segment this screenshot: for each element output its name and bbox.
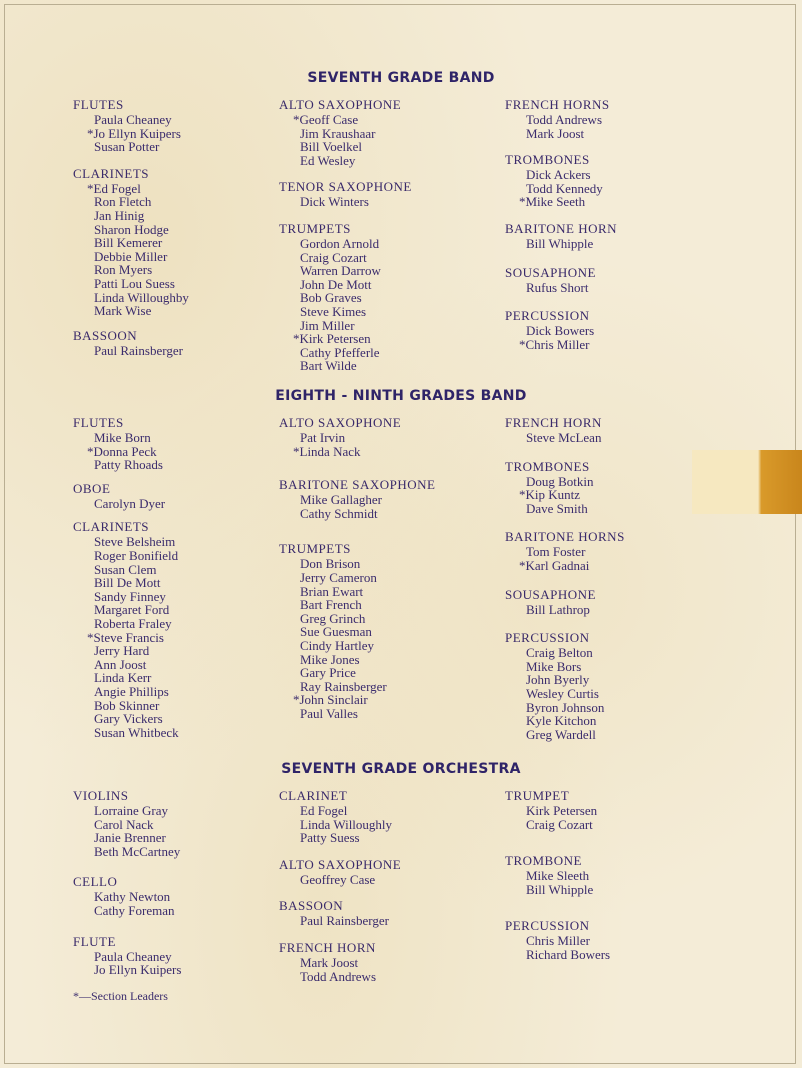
member-list: [505, 113, 695, 140]
column: [279, 415, 479, 733]
member-name: *Kirk Petersen: [293, 331, 371, 347]
instrument-group: [73, 328, 263, 358]
member-name: Jim Kraushaar: [300, 125, 376, 141]
instrument-group: [279, 857, 479, 887]
member-list: [279, 195, 479, 209]
instrument-heading: FRENCH HORN: [505, 415, 602, 430]
member-name: Sandy Finney: [94, 588, 166, 604]
member-name: Cindy Hartley: [300, 637, 375, 653]
instrument-heading: FRENCH HORNS: [505, 97, 610, 112]
member-list: [505, 804, 695, 831]
member-name: Cathy Schmidt: [300, 505, 378, 521]
member-name: *Kip Kuntz: [519, 487, 581, 503]
member-name: Jan Hinig: [94, 207, 145, 223]
member-name: *Ed Fogel: [87, 180, 141, 196]
member-name: Cathy Pfefferle: [300, 344, 380, 360]
member-list: [279, 804, 479, 845]
member-list: [505, 237, 695, 251]
instrument-heading: TRUMPETS: [279, 541, 351, 557]
member-name: Bill Kemerer: [94, 235, 163, 251]
member-name: Paul Rainsberger: [94, 342, 183, 358]
member-list: [279, 493, 479, 520]
member-name: Kyle Kitchon: [526, 713, 597, 729]
instrument-heading: BARITONE HORNS: [505, 529, 625, 545]
instrument-heading: BARITONE SAXOPHONE: [279, 477, 436, 493]
member-name: Bill Lathrop: [526, 601, 590, 617]
member-list: [505, 168, 695, 209]
member-list: [505, 324, 695, 351]
instrument-group: [505, 918, 695, 961]
section-title-seventh-grade-band: SEVENTH GRADE BAND: [307, 70, 495, 86]
member-name: Linda Willoughly: [300, 816, 393, 832]
member-name: Wesley Curtis: [526, 685, 599, 701]
instrument-group: [279, 541, 479, 720]
instrument-heading: OBOE: [73, 480, 111, 496]
member-name: Jerry Hard: [94, 643, 150, 659]
instrument-heading: TRUMPETS: [279, 220, 351, 236]
column: [73, 97, 263, 369]
member-name: Mike Bors: [526, 658, 582, 674]
member-name: Steve McLean: [526, 430, 602, 445]
member-name: *Donna Peck: [87, 443, 157, 459]
instrument-heading: CLARINET: [279, 788, 348, 803]
instrument-group: [279, 221, 479, 373]
instrument-group: [505, 265, 695, 295]
member-name: Roger Bonifield: [94, 547, 179, 563]
member-name: Sharon Hodge: [94, 221, 169, 237]
instrument-heading: CLARINETS: [73, 519, 149, 535]
member-name: Beth McCartney: [94, 843, 181, 859]
member-list: [505, 869, 695, 896]
footnote-section-leaders: *—Section Leaders: [73, 989, 168, 1003]
member-list: [505, 475, 695, 516]
member-name: Tom Foster: [526, 544, 586, 560]
member-name: *John Sinclair: [293, 692, 368, 708]
member-list: [73, 804, 263, 858]
member-name: Geoffrey Case: [300, 871, 376, 887]
member-name: Sue Guesman: [300, 624, 372, 640]
instrument-group: [505, 415, 695, 445]
instrument-heading: PERCUSSION: [505, 918, 590, 934]
member-name: Craig Cozart: [526, 816, 593, 832]
member-list: [279, 237, 479, 373]
instrument-group: [73, 481, 263, 511]
instrument-heading: BARITONE HORN: [505, 220, 618, 236]
instrument-group: [505, 630, 695, 741]
member-name: Patti Lou Suess: [94, 275, 175, 291]
member-list: [73, 497, 263, 511]
instrument-heading: BASSOON: [73, 327, 138, 343]
instrument-heading: VIOLINS: [73, 788, 129, 803]
member-name: Dick Bowers: [526, 323, 595, 339]
member-list: [73, 535, 263, 739]
member-name: Dick Ackers: [526, 167, 591, 183]
instrument-group: [279, 940, 479, 983]
member-name: Jo Ellyn Kuipers: [94, 962, 182, 978]
member-list: [505, 646, 695, 741]
member-name: *Geoff Case: [293, 112, 359, 127]
member-name: Paul Valles: [300, 705, 358, 721]
column: [73, 415, 263, 751]
column: [505, 415, 695, 753]
member-name: Roberta Fraley: [94, 615, 172, 631]
instrument-group: [505, 587, 695, 617]
column: [279, 788, 479, 995]
member-name: *Mike Seeth: [519, 194, 586, 210]
instrument-group: [73, 97, 263, 154]
member-name: John De Mott: [300, 276, 372, 292]
instrument-group: [505, 853, 695, 896]
member-name: Kathy Newton: [94, 889, 171, 905]
member-name: Mike Jones: [300, 651, 360, 667]
member-name: Paul Rainsberger: [300, 913, 389, 929]
member-list: [73, 950, 263, 977]
instrument-heading: TROMBONE: [505, 853, 582, 869]
member-name: Patty Suess: [300, 830, 360, 846]
member-name: Todd Andrews: [300, 968, 377, 984]
member-name: Greg Wardell: [526, 726, 596, 742]
instrument-heading: SOUSAPHONE: [505, 586, 596, 602]
member-name: Todd Kennedy: [526, 180, 603, 196]
instrument-group: [279, 97, 479, 167]
instrument-group: [73, 788, 263, 858]
member-name: Ann Joost: [94, 656, 147, 672]
instrument-group: [73, 166, 263, 318]
instrument-group: [505, 221, 695, 251]
member-name: Ray Rainsberger: [300, 678, 387, 694]
member-name: Jerry Cameron: [300, 569, 377, 585]
member-name: Gary Price: [300, 665, 356, 681]
instrument-heading: FLUTES: [73, 97, 124, 112]
instrument-group: [73, 519, 263, 739]
instrument-heading: CLARINETS: [73, 165, 149, 181]
member-name: Bart French: [300, 597, 362, 613]
member-name: Carolyn Dyer: [94, 495, 166, 511]
member-list: [505, 281, 695, 295]
member-list: [279, 557, 479, 720]
member-list: [73, 182, 263, 318]
instrument-heading: SOUSAPHONE: [505, 264, 596, 280]
member-name: Pat Irvin: [300, 430, 346, 445]
member-name: Warren Darrow: [300, 263, 381, 279]
member-name: Linda Willoughby: [94, 289, 189, 305]
member-name: Mark Joost: [300, 954, 359, 970]
member-list: [73, 890, 263, 917]
member-list: [73, 344, 263, 358]
member-name: Steve Belsheim: [94, 534, 176, 550]
section-title-eighth-ninth-grades-band: EIGHTH - NINTH GRADES BAND: [275, 388, 527, 404]
member-name: Susan Potter: [94, 139, 160, 155]
instrument-heading: PERCUSSION: [505, 308, 590, 324]
member-name: Todd Andrews: [526, 112, 603, 127]
member-name: Paula Cheaney: [94, 112, 172, 127]
member-list: [279, 914, 479, 928]
member-name: Mike Gallagher: [300, 492, 382, 508]
member-name: Craig Cozart: [300, 249, 367, 265]
instrument-group: [279, 788, 479, 845]
member-name: Jim Miller: [300, 317, 355, 333]
instrument-group: [505, 529, 695, 572]
instrument-heading: FRENCH HORN: [279, 939, 376, 955]
member-list: [279, 956, 479, 983]
member-name: Cathy Foreman: [94, 902, 175, 918]
member-name: Steve Kimes: [300, 303, 367, 319]
member-name: Linda Kerr: [94, 670, 152, 686]
member-name: Greg Grinch: [300, 610, 366, 626]
member-name: Bill Whipple: [526, 235, 594, 251]
column: [279, 97, 479, 385]
instrument-group: [505, 459, 695, 516]
instrument-heading: TENOR SAXOPHONE: [279, 179, 412, 195]
member-name: John Byerly: [526, 672, 590, 688]
instrument-group: [505, 97, 695, 140]
instrument-group: [73, 415, 263, 472]
instrument-heading: FLUTE: [73, 933, 116, 949]
instrument-group: [73, 934, 263, 977]
column: [505, 788, 695, 974]
member-name: Mike Born: [94, 430, 151, 445]
member-name: Brian Ewart: [300, 583, 364, 599]
member-name: Don Brison: [300, 556, 361, 572]
member-name: Patty Rhoads: [94, 457, 163, 473]
member-list: [73, 113, 263, 154]
member-name: Bill Whipple: [526, 881, 594, 897]
member-name: Ed Wesley: [300, 152, 356, 168]
member-name: Bob Graves: [300, 290, 362, 306]
member-name: Bill De Mott: [94, 575, 161, 591]
member-name: Paula Cheaney: [94, 948, 172, 964]
member-name: Doug Botkin: [526, 473, 594, 489]
member-name: Bill Voelkel: [300, 139, 362, 155]
member-list: [73, 431, 263, 472]
member-list: [279, 431, 479, 458]
member-name: *Karl Gadnai: [519, 557, 590, 573]
instrument-group: [279, 179, 479, 209]
section-title-seventh-grade-orchestra: SEVENTH GRADE ORCHESTRA: [281, 761, 521, 777]
member-name: Ron Fletch: [94, 194, 152, 210]
member-name: Craig Belton: [526, 645, 593, 661]
member-list: [505, 431, 695, 445]
member-name: Susan Whitbeck: [94, 724, 179, 740]
instrument-group: [505, 152, 695, 209]
member-name: Margaret Ford: [94, 602, 170, 618]
member-name: Gordon Arnold: [300, 235, 380, 251]
member-name: Mark Wise: [94, 303, 152, 319]
instrument-heading: ALTO SAXOPHONE: [279, 415, 402, 430]
member-name: Lorraine Gray: [94, 803, 168, 818]
instrument-group: [505, 788, 695, 831]
member-name: *Linda Nack: [293, 443, 361, 459]
member-name: Mike Sleeth: [526, 868, 590, 884]
instrument-heading: ALTO SAXOPHONE: [279, 856, 402, 872]
instrument-heading: PERCUSSION: [505, 630, 590, 646]
instrument-heading: TRUMPET: [505, 788, 570, 803]
member-list: [279, 113, 479, 167]
member-name: Ed Fogel: [300, 803, 348, 818]
member-name: *Jo Ellyn Kuipers: [87, 125, 181, 141]
member-name: Angie Phillips: [94, 683, 169, 699]
column: [73, 788, 263, 989]
member-name: *Chris Miller: [519, 336, 590, 352]
instrument-heading: TROMBONES: [505, 152, 590, 168]
member-list: [505, 603, 695, 617]
member-name: Richard Bowers: [526, 946, 611, 962]
instrument-heading: BASSOON: [279, 898, 344, 914]
member-name: Carol Nack: [94, 816, 154, 832]
member-name: *Steve Francis: [87, 629, 164, 645]
member-name: Ron Myers: [94, 262, 153, 278]
member-name: Gary Vickers: [94, 711, 163, 727]
instrument-group: [505, 308, 695, 351]
member-name: Susan Clem: [94, 561, 157, 577]
member-list: [505, 934, 695, 961]
member-name: Janie Brenner: [94, 830, 166, 846]
member-name: Bart Wilde: [300, 358, 357, 374]
instrument-group: [279, 477, 479, 520]
instrument-heading: TROMBONES: [505, 458, 590, 474]
tape-strip: [692, 450, 802, 514]
member-name: Mark Joost: [526, 125, 585, 141]
member-list: [505, 545, 695, 572]
instrument-group: [73, 874, 263, 917]
member-name: Bob Skinner: [94, 697, 160, 713]
instrument-heading: ALTO SAXOPHONE: [279, 97, 402, 112]
instrument-group: [279, 898, 479, 928]
member-name: Dave Smith: [526, 500, 588, 516]
member-name: Kirk Petersen: [526, 803, 598, 818]
member-name: Byron Johnson: [526, 699, 605, 715]
instrument-heading: FLUTES: [73, 415, 124, 430]
column: [505, 97, 695, 363]
member-name: Rufus Short: [526, 279, 589, 295]
instrument-heading: CELLO: [73, 874, 118, 890]
member-name: Debbie Miller: [94, 248, 168, 264]
member-name: Chris Miller: [526, 933, 590, 949]
instrument-group: [279, 415, 479, 458]
member-name: Dick Winters: [300, 194, 369, 210]
member-list: [279, 873, 479, 887]
